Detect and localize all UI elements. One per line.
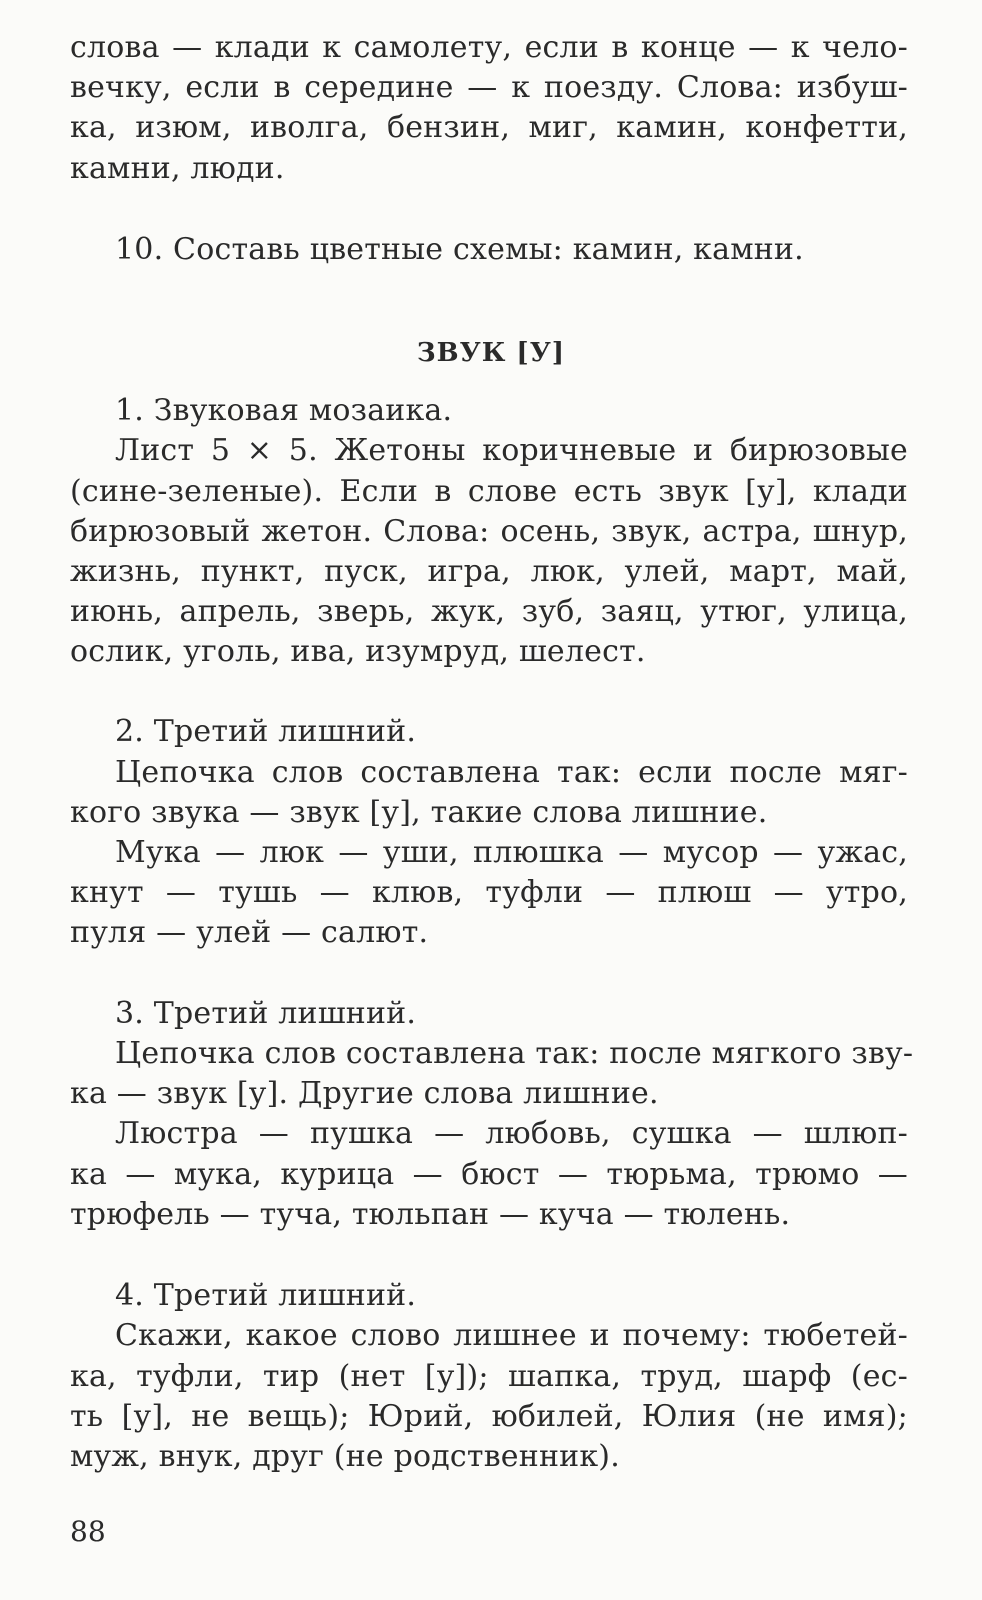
exercise-1-title: 1. Звуковая мозаика. [115,393,453,428]
text-line: ть [у], не вещь); Юрий, юбилей, Юлия (не имя); [70,1399,908,1434]
page-number: 88 [70,1515,106,1548]
exercise-3-title: 3. Третий лишний. [115,996,417,1031]
text-line: камни, люди. [70,151,285,186]
text-line: трюфель — туча, тюльпан — куча — тюлень. [70,1197,791,1232]
text-line: ка — мука, курица — бюст — тюрьма, трюмо — [70,1157,908,1192]
text-line: слова — клади к самолету, если в конце — к чело- [70,30,908,65]
text-line: (сине-зеленые). Если в слове есть звук [у], клади [70,474,908,509]
text-line: ка, туфли, тир (нет [у]); шапка, труд, шарф (ес- [70,1359,908,1394]
text-line: июнь, апрель, зверь, жук, зуб, заяц, утюг, улица, [70,594,908,629]
text-line: кнут — тушь — клюв, туфли — плюш — утро, [70,875,908,910]
exercise-4-title: 4. Третий лишний. [115,1278,417,1313]
text-line: вечку, если в середине — к поезду. Слова: избуш- [70,70,908,105]
text-line: Цепочка слов составлена так: после мягкого зву- [115,1036,914,1071]
text-line: Мука — люк — уши, плюшка — мусор — ужас, [115,835,908,870]
text-line: бирюзовый жетон. Слова: осень, звук, астра, шнур, [70,514,908,549]
text-line: Скажи, какое слово лишнее и почему: тюбетей- [115,1318,908,1353]
text-line: Лист 5 × 5. Жетоны коричневые и бирюзовые [115,433,908,468]
text-line: ка — звук [у]. Другие слова лишние. [70,1076,659,1111]
text-line: жизнь, пункт, пуск, игра, люк, улей, март, май, [70,554,908,589]
text-line: Люстра — пушка — любовь, сушка — шлюп- [115,1116,908,1151]
exercise-10: 10. Составь цветные схемы: камин, камни. [115,232,804,267]
text-line: кого звука — звук [у], такие слова лишние. [70,795,768,830]
text-line: муж, внук, друг (не родственник). [70,1439,620,1474]
text-line: Цепочка слов составлена так: если после мяг- [115,755,908,790]
text-line: ка, изюм, иволга, бензин, миг, камин, конфетти, [70,110,908,145]
section-heading: ЗВУК [У] [416,338,566,368]
exercise-2-title: 2. Третий лишний. [115,714,417,749]
text-line: ослик, уголь, ива, изумруд, шелест. [70,634,646,669]
text-line: пуля — улей — салют. [70,915,429,950]
